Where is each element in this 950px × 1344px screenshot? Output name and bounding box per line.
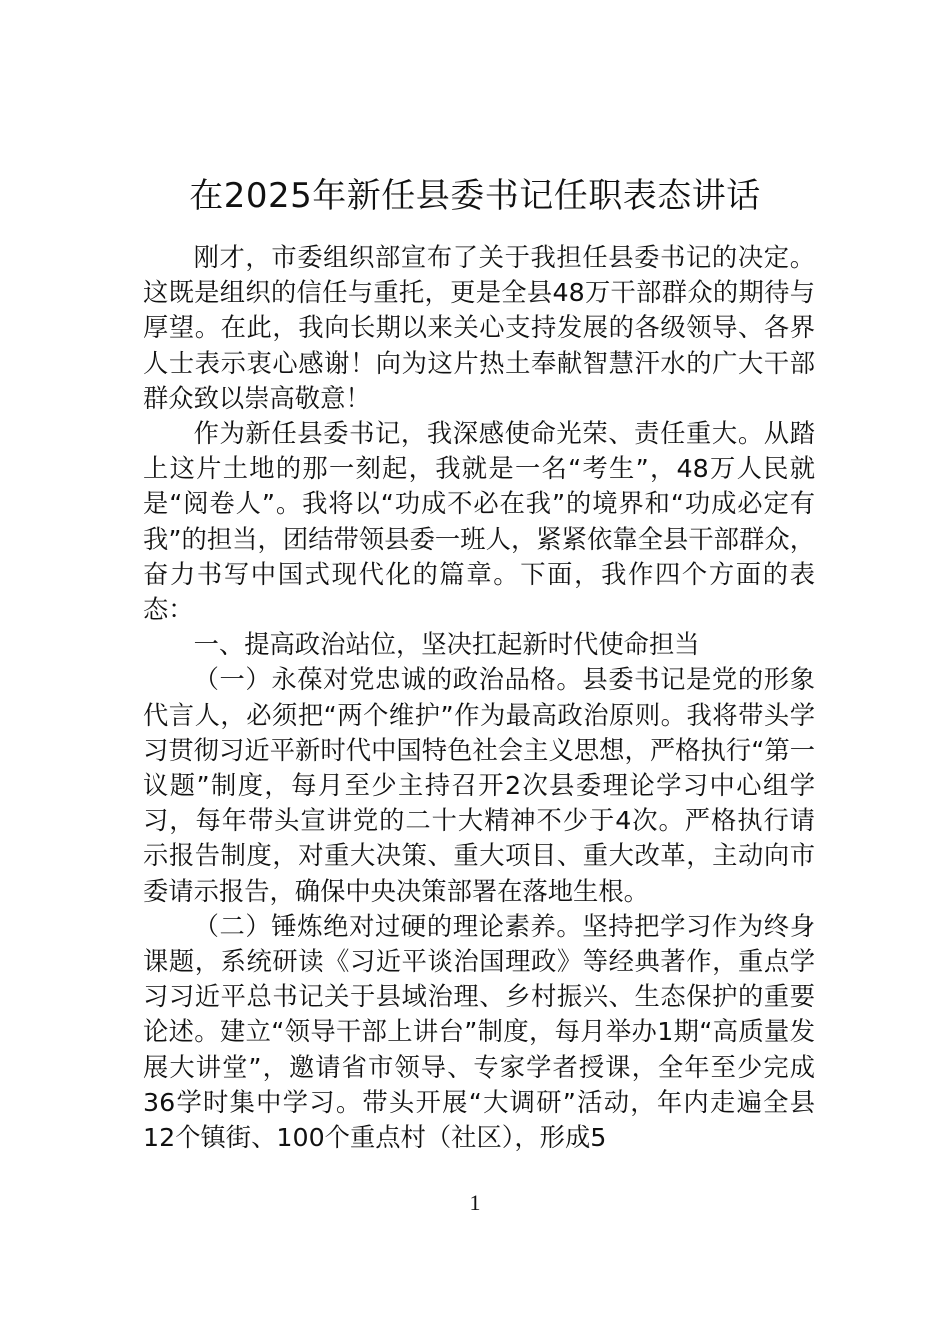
paragraph-commitment: 作为新任县委书记，我深感使命光荣、责任重大。从踏上这片土地的那一刻起，我就是一名“考生”，48万人民就是“阅卷人”。我将以“功成不必在我”的境界和“功成必定有我”的担当，团结带领县委一班人，紧紧依靠全县干部群众，奋力书写中国式现代化的篇章。下面，我作四个方面的表态： xyxy=(143,419,815,625)
paragraph-theory: （二）锤炼绝对过硬的理论素养。坚持把学习作为终身课题，系统研读《习近平谈治国理政》等经典著作，重点学习习近平总书记关于县域治理、乡村振兴、生态保护的重要论述。建立“领导干部上讲台”制度，每月举办1期“高质量发展大讲堂”，邀请省市领导、专家学者授课，全年至少完成36学时集中学习。带头开展“大调研”活动，年内走遍全县12个镇街、100个重点村（社区），形成5 xyxy=(143,911,815,1153)
paragraph-opening: 刚才，市委组织部宣布了关于我担任县委书记的决定。这既是组织的信任与重托，更是全县48万干部群众的期待与厚望。在此，我向长期以来关心支持发展的各级领导、各界人士表示衷心感谢！向为这片热土奉献智慧汗水的广大干部群众致以崇高敬意！ xyxy=(143,243,815,413)
document-body xyxy=(143,240,815,1155)
page-number: 1 xyxy=(469,1190,481,1215)
document-title: 在2025年新任县委书记任职表态讲话 xyxy=(189,176,761,216)
section-heading-1: 一、提高政治站位，坚决扛起新时代使命担当 xyxy=(193,630,700,660)
paragraph-loyalty: （一）永葆对党忠诚的政治品格。县委书记是党的形象代言人，必须把“两个维护”作为最高政治原则。我将带头学习贯彻习近平新时代中国特色社会主义思想，严格执行“第一议题”制度，每月至少主持召开2次县委理论学习中心组学习，每年带头宣讲党的二十大精神不少于4次。严格执行请示报告制度，对重大决策、重大项目、重大改革，主动向市委请示报告，确保中央决策部署在落地生根。 xyxy=(143,665,815,906)
